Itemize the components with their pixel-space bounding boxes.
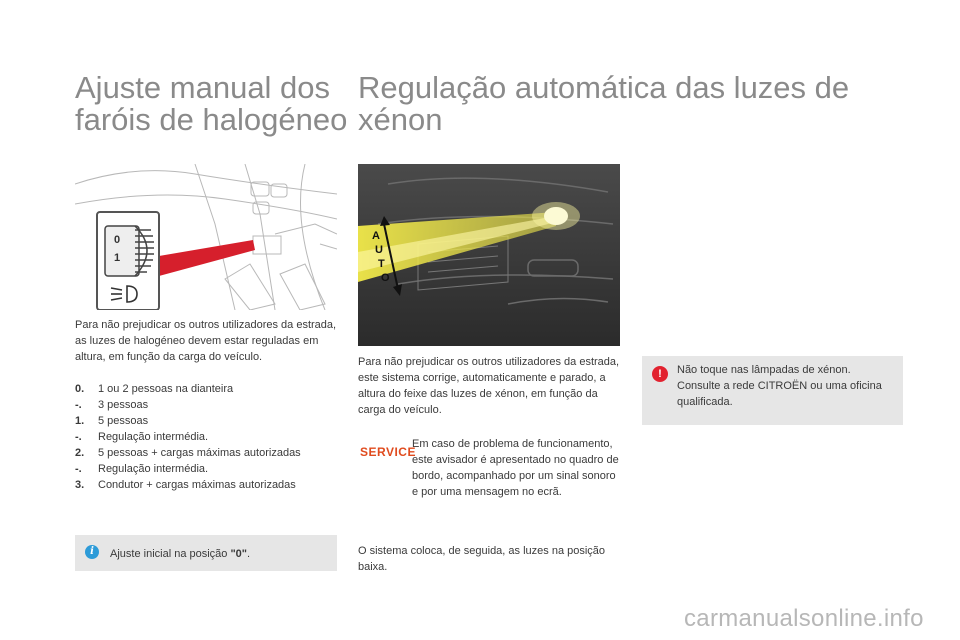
service-warning-label: SERVICE — [360, 445, 416, 459]
note-text: Ajuste inicial na posição "0". — [110, 548, 251, 560]
list-item: 2. 5 pessoas + cargas máximas autorizadas — [75, 447, 301, 459]
list-item: 0. 1 ou 2 pessoas na dianteira — [75, 383, 234, 395]
middle-intro-paragraph: Para não prejudicar os outros utilizadores da estrada, este sistema corrige, automaticamente e parado, a altura do feixe das luzes de xénon, em função da carga do veículo. — [358, 356, 620, 416]
dial-mark-one: 1 — [114, 252, 121, 264]
watermark: carmanualsonline.info — [684, 605, 924, 632]
dial-mark-zero: 0 — [114, 234, 121, 246]
info-icon: i — [85, 545, 99, 559]
list-item: -. 3 pessoas — [75, 399, 149, 411]
middle-title: Regulação automática das luzes de xénon — [358, 70, 850, 137]
warning-icon: ! — [652, 366, 668, 382]
load-positions-list — [75, 381, 345, 493]
list-item: 1. 5 pessoas — [75, 415, 149, 427]
auto-letter: O — [381, 272, 390, 284]
service-paragraph: Em caso de problema de funcionamento, este avisador é apresentado no quadro de bordo, acompanhado por um sinal sonoro e por uma mensagem no ecrã. — [412, 438, 619, 498]
auto-letter: U — [375, 244, 383, 256]
initial-setting-note — [75, 535, 337, 571]
list-item: -. Regulação intermédia. — [75, 431, 209, 443]
closing-paragraph: O sistema coloca, de seguida, as luzes na posição baixa. — [358, 545, 606, 573]
list-item: 3. Condutor + cargas máximas autorizadas — [75, 479, 296, 491]
xenon-headlamp-illustration — [358, 164, 620, 346]
xenon-warning-box — [642, 356, 903, 425]
list-item: -. Regulação intermédia. — [75, 463, 209, 475]
auto-letter: A — [372, 230, 380, 242]
auto-letter: T — [378, 258, 385, 270]
left-intro-paragraph: Para não prejudicar os outros utilizadores da estrada, as luzes de halogéneo devem estar reguladas em altura, em função da carga do veículo. — [75, 319, 337, 363]
warning-text: Não toque nas lâmpadas de xénon. Consulte a rede CITROËN ou uma oficina qualificada. — [677, 364, 882, 408]
halogen-dial-illustration — [75, 164, 337, 310]
left-title: Ajuste manual dos faróis de halogéneo — [75, 70, 348, 137]
